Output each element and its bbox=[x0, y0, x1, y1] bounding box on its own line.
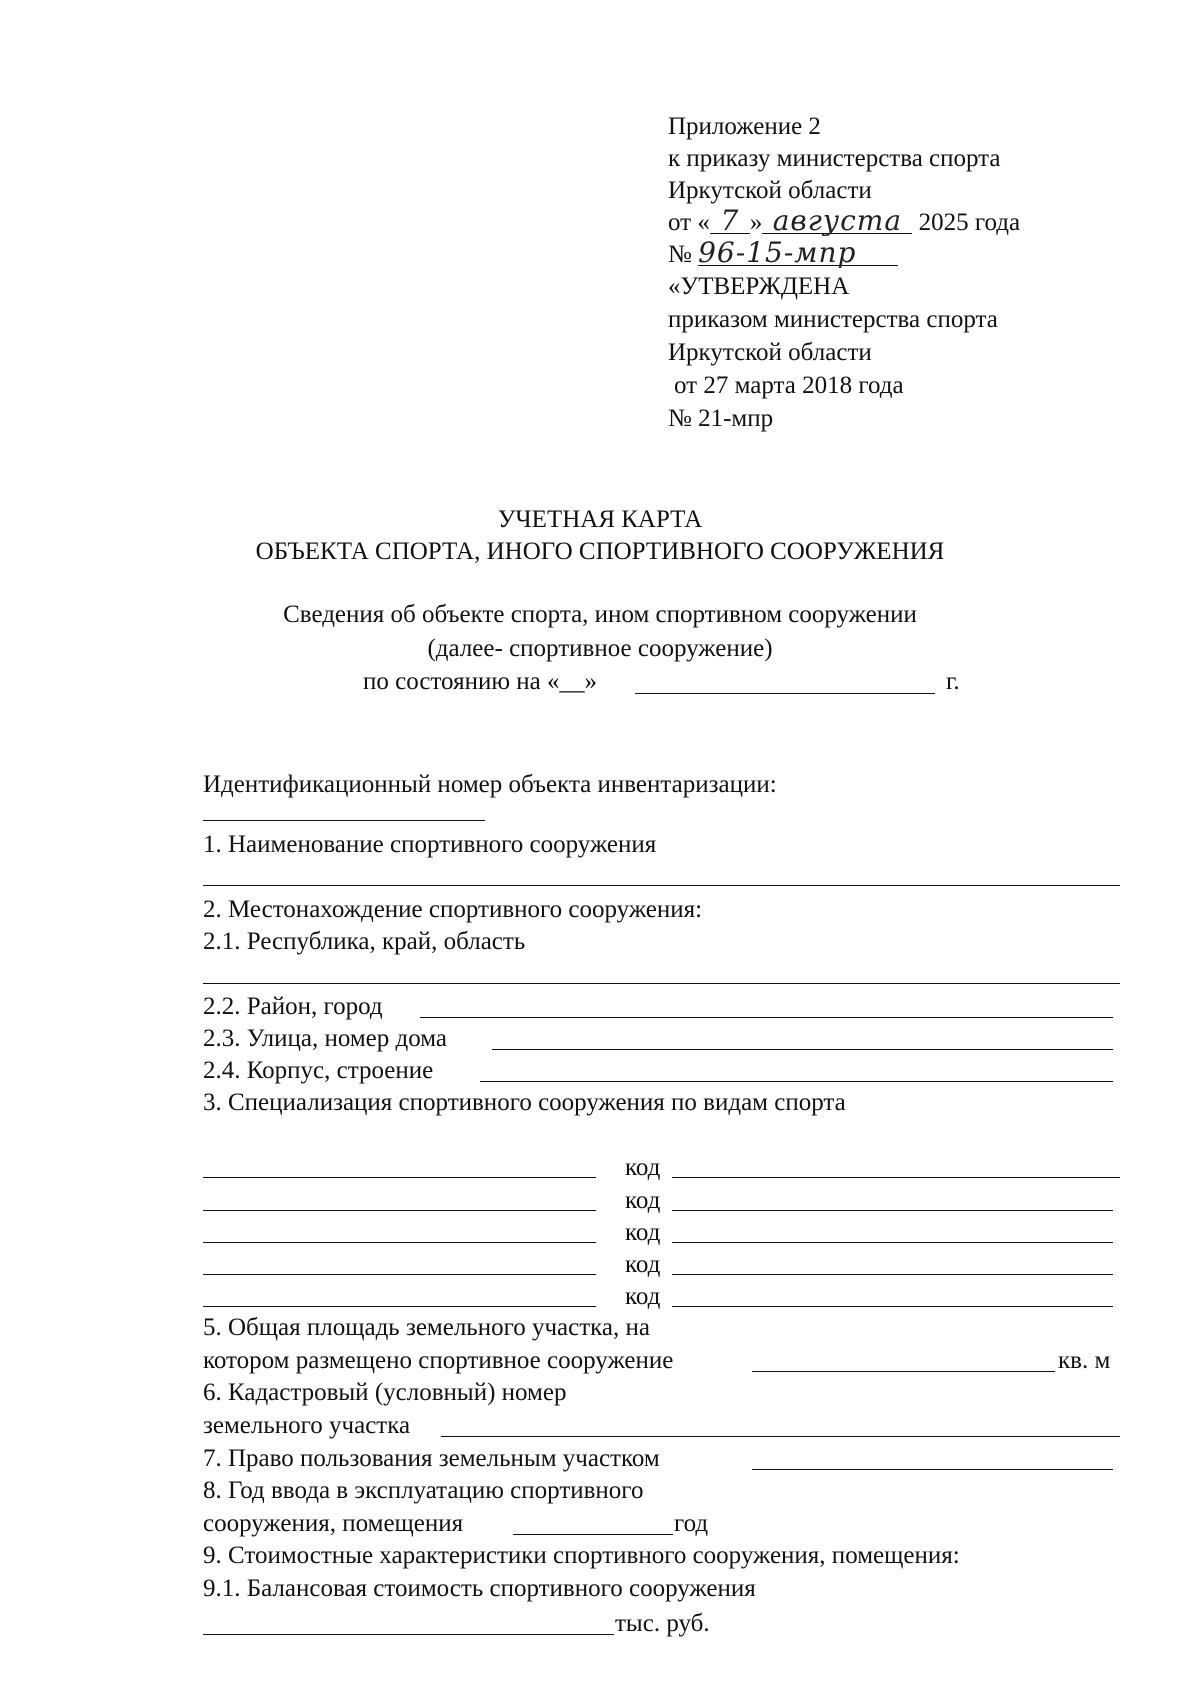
commission-year-unit: год bbox=[674, 1510, 709, 1537]
commission-year-label-line1: 8. Год ввода в эксплуатацию спортивного bbox=[203, 1477, 644, 1504]
cost-characteristics-label: 9. Стоимостные характеристики спортивного сооружения, помещения: bbox=[203, 1542, 960, 1569]
code-label-2: код bbox=[625, 1187, 661, 1214]
subtitle-line2: (далее- спортивное сооружение) bbox=[427, 635, 773, 662]
commission-year-label-line2: сооружения, помещения bbox=[203, 1510, 464, 1537]
land-area-label-line1: 5. Общая площадь земельного участка, на bbox=[203, 1314, 650, 1341]
facility-name-field[interactable] bbox=[203, 885, 1120, 886]
id-number-label: Идентификационный номер объекта инвентаризации: bbox=[203, 771, 777, 798]
order-number-line bbox=[668, 236, 898, 270]
district-label: 2.2. Район, город bbox=[203, 993, 383, 1020]
specialization-label: 3. Специализация спортивного сооружения по видам спорта bbox=[203, 1089, 846, 1116]
cadastral-field[interactable] bbox=[441, 1436, 1120, 1437]
handwritten-month: августа bbox=[762, 209, 912, 234]
code-field-1[interactable] bbox=[672, 1177, 1120, 1178]
building-field[interactable] bbox=[480, 1081, 1113, 1082]
original-number-label: № 21-мпр bbox=[668, 405, 774, 432]
date-mid: » bbox=[749, 209, 763, 236]
code-label-1: код bbox=[625, 1154, 661, 1181]
order-date-line bbox=[668, 204, 1021, 238]
code-field-3[interactable] bbox=[672, 1242, 1113, 1243]
by-order-label: приказом министерства спорта bbox=[668, 306, 998, 333]
appendix-label: Приложение 2 bbox=[668, 113, 821, 140]
commission-year-field[interactable] bbox=[513, 1534, 673, 1535]
to-order-label: к приказу министерства спорта bbox=[668, 145, 1001, 172]
number-prefix: № bbox=[668, 241, 692, 268]
code-field-5[interactable] bbox=[672, 1306, 1113, 1307]
handwritten-day: 7 bbox=[710, 209, 750, 234]
sport-field-1[interactable] bbox=[203, 1177, 596, 1178]
land-area-label-line2: котором размещено спортивное сооружение bbox=[203, 1347, 674, 1374]
cadastral-label-line1: 6. Кадастровый (условный) номер bbox=[203, 1379, 567, 1406]
sport-field-3[interactable] bbox=[203, 1242, 596, 1243]
original-date-label: от 27 марта 2018 года bbox=[674, 372, 904, 399]
building-label: 2.4. Корпус, строение bbox=[203, 1057, 434, 1084]
region-field[interactable] bbox=[203, 983, 1120, 984]
region-field-label: 2.1. Республика, край, область bbox=[203, 928, 526, 955]
sport-field-4[interactable] bbox=[203, 1274, 596, 1275]
street-field[interactable] bbox=[492, 1049, 1113, 1050]
subtitle-line1: Сведения об объекте спорта, ином спортивном сооружении bbox=[283, 601, 917, 628]
book-value-unit: тыс. руб. bbox=[615, 1610, 710, 1637]
date-year: 2025 года bbox=[918, 209, 1021, 236]
code-label-3: код bbox=[625, 1219, 661, 1246]
year-suffix: г. bbox=[946, 668, 960, 695]
cadastral-label-line2: земельного участка bbox=[203, 1412, 411, 1439]
facility-name-label: 1. Наименование спортивного сооружения bbox=[203, 831, 657, 858]
book-value-field[interactable] bbox=[203, 1634, 614, 1635]
sport-field-5[interactable] bbox=[203, 1306, 596, 1307]
region-label: Иркутской области bbox=[668, 177, 872, 204]
district-field[interactable] bbox=[420, 1017, 1113, 1018]
sport-field-2[interactable] bbox=[203, 1210, 596, 1211]
id-number-field[interactable] bbox=[203, 820, 485, 821]
land-right-label: 7. Право пользования земельным участком bbox=[203, 1445, 660, 1472]
land-area-unit: кв. м bbox=[1058, 1347, 1111, 1374]
code-field-4[interactable] bbox=[672, 1274, 1113, 1275]
document-title-line1: УЧЕТНАЯ КАРТА bbox=[497, 506, 703, 533]
land-right-field[interactable] bbox=[752, 1469, 1113, 1470]
code-label-4: код bbox=[625, 1251, 661, 1278]
as-of-label: по состоянию на «__» bbox=[363, 668, 597, 695]
book-value-label: 9.1. Балансовая стоимость спортивного сооружения bbox=[203, 1575, 756, 1602]
as-of-date-field[interactable] bbox=[635, 693, 935, 694]
code-field-2[interactable] bbox=[672, 1210, 1113, 1211]
location-label: 2. Местонахождение спортивного сооружения: bbox=[203, 896, 703, 923]
date-prefix: от « bbox=[668, 209, 710, 236]
code-label-5: код bbox=[625, 1283, 661, 1310]
region2-label: Иркутской области bbox=[668, 339, 872, 366]
approved-label: «УТВЕРЖДЕНА bbox=[668, 273, 850, 300]
street-label: 2.3. Улица, номер дома bbox=[203, 1025, 448, 1052]
handwritten-number: 96-15-мпр bbox=[698, 241, 898, 266]
document-title-line2: ОБЪЕКТА СПОРТА, ИНОГО СПОРТИВНОГО СООРУЖЕНИЯ bbox=[255, 538, 945, 565]
land-area-field[interactable] bbox=[752, 1371, 1055, 1372]
